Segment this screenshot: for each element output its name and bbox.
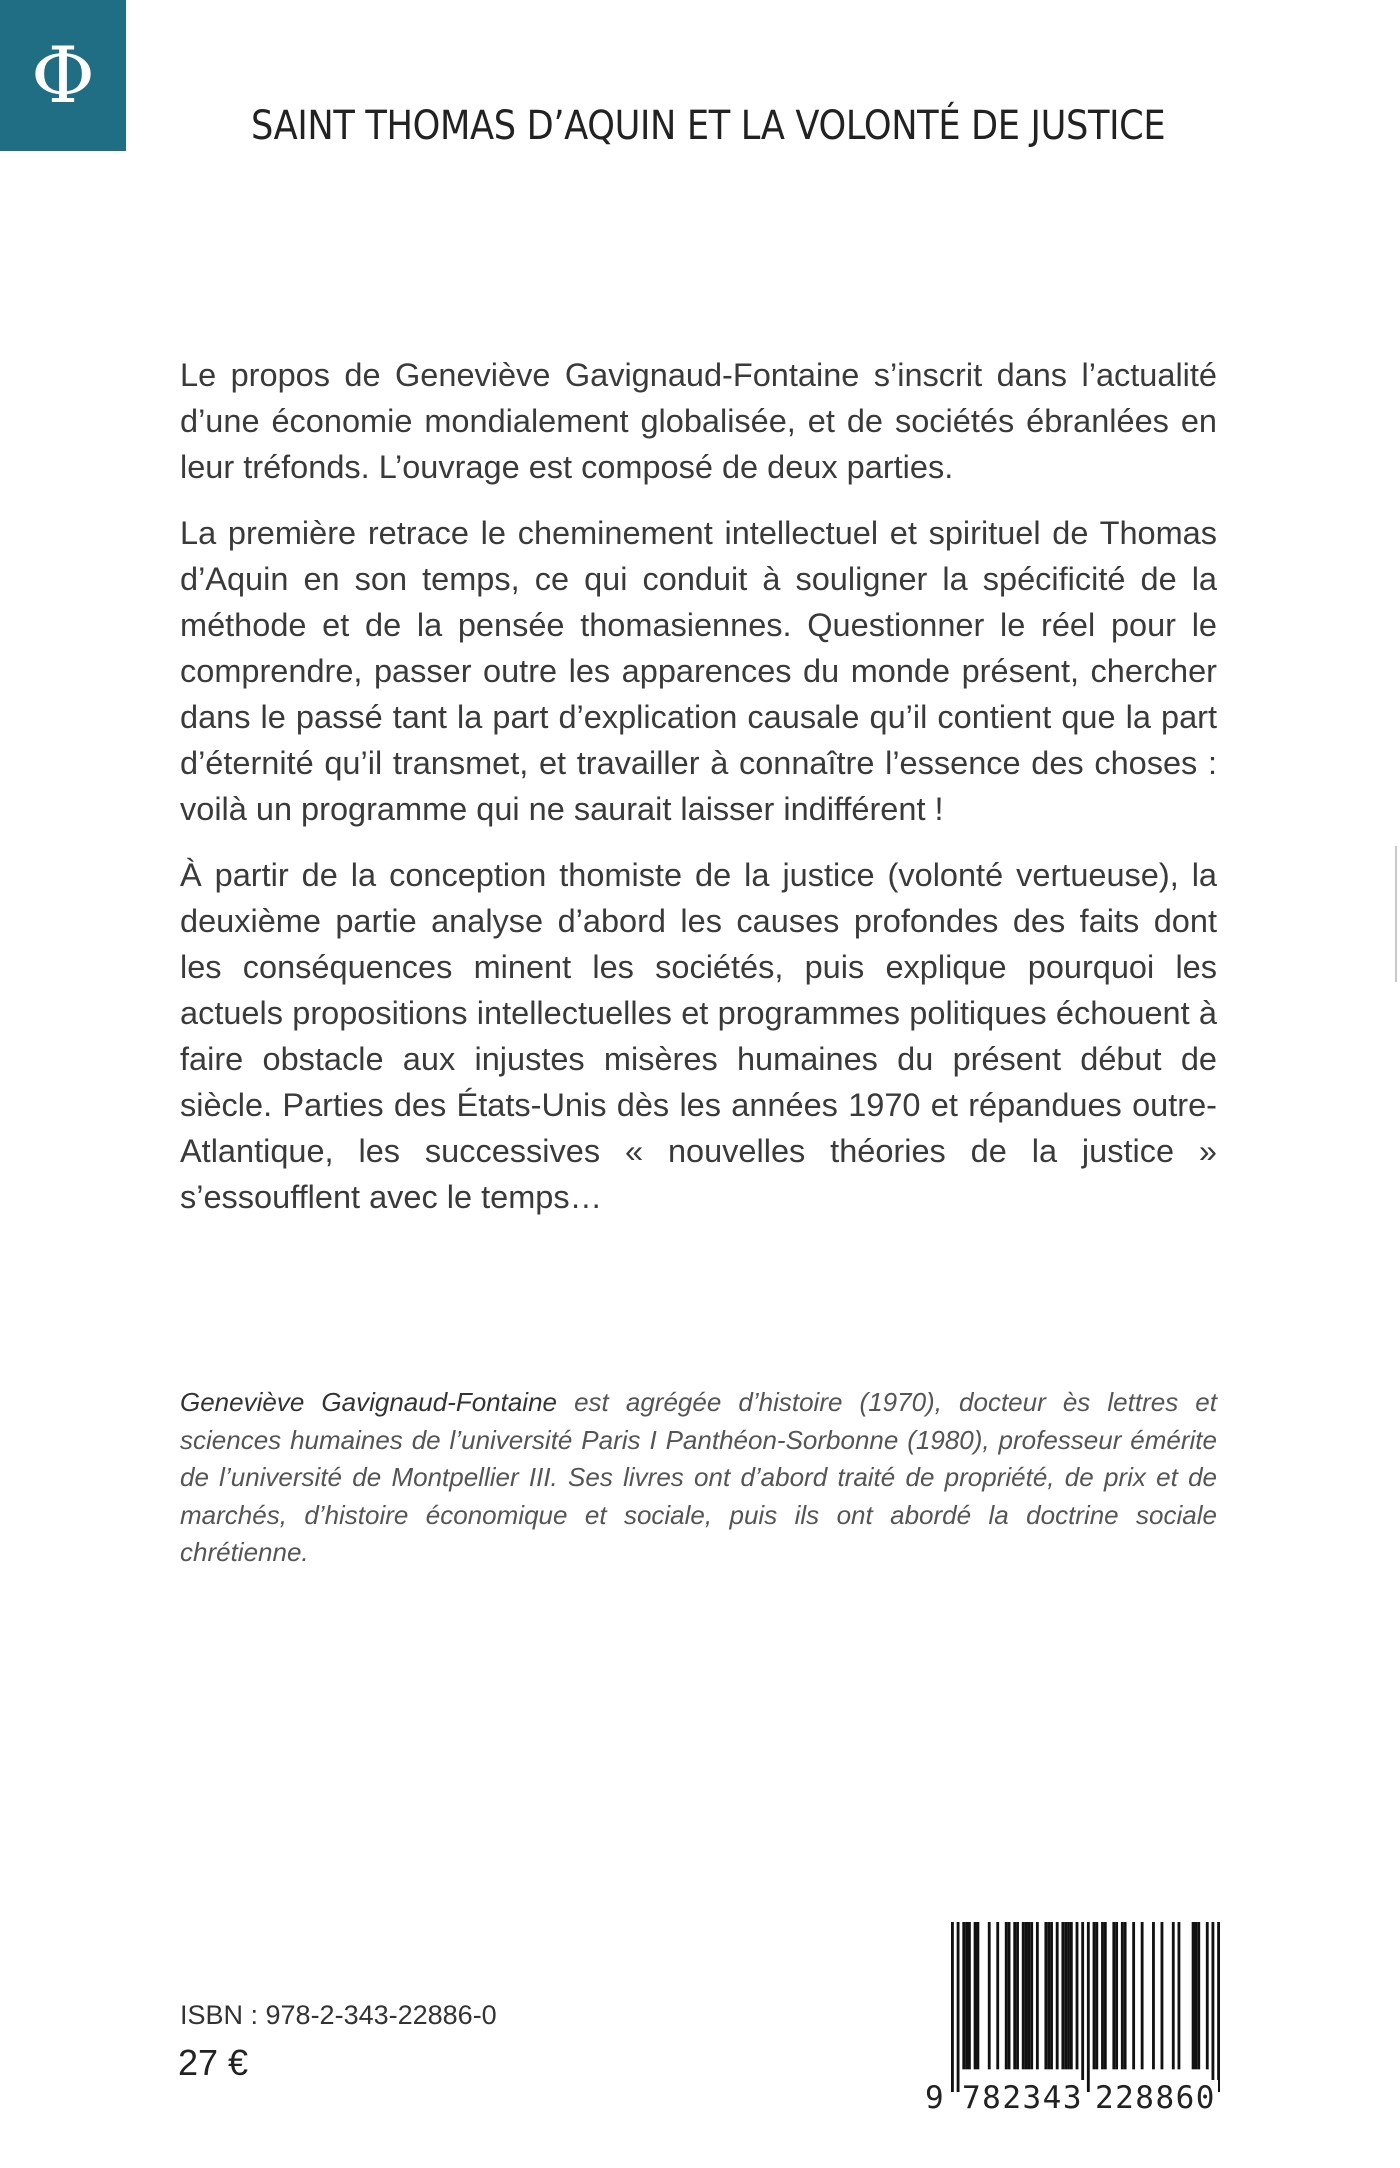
- barcode-bar: [1172, 1922, 1175, 2069]
- barcode-bar: [1104, 1922, 1107, 2069]
- author-name: Geneviève Gavignaud-Fontaine: [180, 1387, 557, 1417]
- author-bio-text: est agrégée d’histoire (1970), docteur ès lettres et sciences humaines de l’université Paris I Panthéon-Sorbonne (1980), professeur émérite de l’université de Montpellier III. Ses livres ont d’abord traité de propriété, de prix et de marchés, d’histoire économique et sociale, puis ils ont abordé la doctrine sociale chrétienne.: [180, 1387, 1217, 1567]
- barcode-bar: [1070, 1922, 1073, 2069]
- barcode-bar: [1101, 1922, 1104, 2069]
- barcode-bar: [1197, 1922, 1200, 2069]
- barcode-bar: [1030, 1922, 1033, 2069]
- barcode-bar: [1047, 1922, 1050, 2069]
- barcode-bar: [1132, 1922, 1135, 2069]
- edge-mark: [1395, 846, 1397, 982]
- barcode-bar: [968, 1922, 971, 2069]
- barcode-bar: [1027, 1922, 1030, 2069]
- barcode-left-group: 782343: [962, 2080, 1083, 2116]
- barcode-bar: [1093, 1922, 1096, 2069]
- barcode-bar: [1025, 1922, 1028, 2069]
- barcode-bar: [1195, 1922, 1198, 2069]
- barcode-bar: [974, 1922, 977, 2069]
- blurb: [180, 352, 1217, 1240]
- blurb-paragraph: La première retrace le cheminement intellectuel et spirituel de Thomas d’Aquin en son temps, ce qui conduit à souligner la spécificité de la méthode et de la pensée thomasiennes. Questionner le réel pour le comprendre, passer outre les apparences du monde présent, chercher dans le passé tant la part d’explication causale qu’il contient que la part d’éternité qu’il transmet, et travailler à connaître l’essence des choses : voilà un programme qui ne saurait laisser indifférent !: [180, 515, 1217, 827]
- barcode-bar: [1067, 1922, 1070, 2069]
- barcode-bar: [1178, 1922, 1181, 2069]
- barcode-bar: [1076, 1922, 1079, 2069]
- barcode-bar: [1121, 1922, 1124, 2069]
- phi-logo-icon: Φ: [31, 30, 95, 121]
- barcode-bar: [1050, 1922, 1053, 2069]
- barcode-right-group: 228860: [1094, 2080, 1216, 2116]
- barcode-bar: [1013, 1922, 1016, 2069]
- barcode-bar: [1206, 1922, 1209, 2069]
- barcode-bar: [1161, 1922, 1164, 2069]
- barcode-bar: [1064, 1922, 1067, 2069]
- barcode-digits: [925, 2066, 1244, 2116]
- blurb-paragraph: Le propos de Geneviève Gavignaud-Fontaine s’inscrit dans l’actualité d’une économie mondialement globalisée, et de sociétés ébranlées en leur tréfonds. L’ouvrage est composé de deux parties.: [180, 357, 1217, 485]
- barcode-lead-digit: 9: [925, 2080, 951, 2116]
- barcode-bar: [976, 1922, 979, 2069]
- barcode-bar: [1115, 1922, 1118, 2069]
- blurb-paragraph: À partir de la conception thomiste de la justice (volonté vertueuse), la deuxième partie analyse d’abord les causes profondes des faits dont les conséquences minent les sociétés, puis explique pourquoi les actuels propositions intellectuelles et programmes politiques échouent à faire obstacle aux injustes misères humaines du présent début de siècle. Parties des États-Unis dès les années 1970 et répandues outre-Atlantique, les successives « nouvelles théories de la justice » s’essoufflent avec le temps…: [180, 857, 1217, 1215]
- book-title: SAINT THOMAS D’AQUIN ET LA VOLONTÉ DE JUSTICE: [251, 103, 1166, 149]
- barcode-bar: [962, 1922, 965, 2069]
- barcode-bar: [1008, 1922, 1011, 2069]
- barcode-bar: [1061, 1922, 1064, 2069]
- publisher-logo: [0, 0, 126, 151]
- barcode-bar: [1022, 1922, 1025, 2069]
- barcode-bar: [1141, 1922, 1144, 2069]
- barcode-bar: [1192, 1922, 1195, 2069]
- barcode-bar: [1016, 1922, 1019, 2069]
- price: 27 €: [178, 2042, 249, 2083]
- barcode: [925, 1922, 1244, 2116]
- author-bio: [180, 1384, 1217, 1572]
- barcode-bar: [1112, 1922, 1115, 2069]
- barcode-bar: [1044, 1922, 1047, 2069]
- barcode-bar: [1036, 1922, 1039, 2069]
- barcode-bar: [988, 1922, 991, 2069]
- barcode-bar: [965, 1922, 968, 2069]
- barcode-bar: [1095, 1922, 1098, 2069]
- barcode-bar: [1124, 1922, 1127, 2069]
- barcode-bar: [1152, 1922, 1155, 2069]
- barcode-bar: [1005, 1922, 1008, 2069]
- barcode-bar: [996, 1922, 999, 2069]
- isbn: ISBN : 978-2-343-22886-0: [180, 2000, 497, 2030]
- barcode-bar: [1056, 1922, 1059, 2069]
